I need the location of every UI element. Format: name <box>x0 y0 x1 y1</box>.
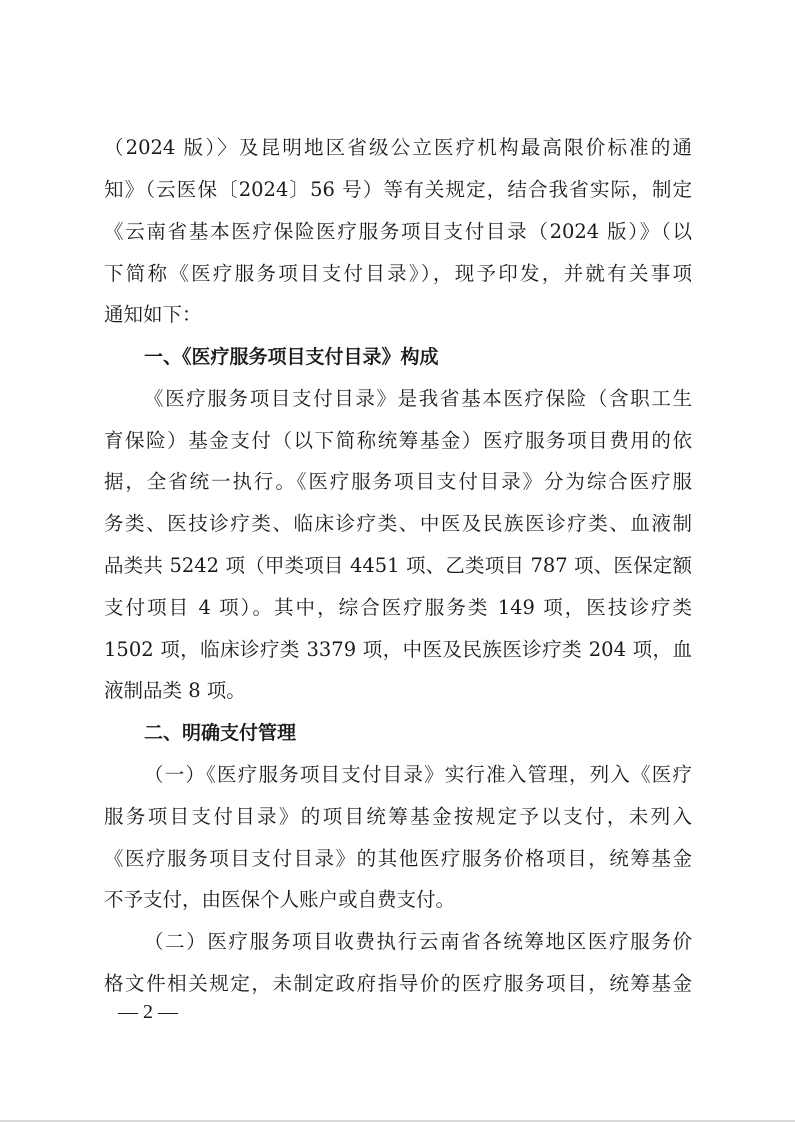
section-heading-payment: 二、明确支付管理 <box>144 722 297 744</box>
body-line: 务类、医技诊疗类、临床诊疗类、中医及民族医诊疗类、血液制 <box>104 512 692 535</box>
body-line: 《医疗服务项目支付目录》的其他医疗服务价格项目，统筹基金 <box>104 847 692 870</box>
body-line: （2024 版）〉及昆明地区省级公立医疗机构最高限价标准的通 <box>104 136 692 159</box>
body-line: 据，全省统一执行。《医疗服务项目支付目录》分为综合医疗服 <box>104 470 692 493</box>
body-line: （二）医疗服务项目收费执行云南省各统筹地区医疗服务价 <box>144 930 692 953</box>
body-line: 格文件相关规定，未制定政府指导价的医疗服务项目，统筹基金 <box>104 972 692 995</box>
section-heading-composition: 一、《医疗服务项目支付目录》构成 <box>144 346 439 368</box>
body-line: 支付项目 4 项）。其中，综合医疗服务类 149 项，医技诊疗类 <box>104 596 692 619</box>
body-line: 服务项目支付目录》的项目统筹基金按规定予以支付，未列入 <box>104 805 692 828</box>
body-line: 知》（云医保〔2024〕56 号）等有关规定，结合我省实际，制定 <box>104 178 692 201</box>
body-line: 1502 项，临床诊疗类 3379 项，中医及民族医诊疗类 204 项，血 <box>104 638 692 661</box>
body-line: 《医疗服务项目支付目录》是我省基本医疗保险（含职工生 <box>144 387 692 410</box>
body-line: 下简称《医疗服务项目支付目录》），现予印发，并就有关事项 <box>104 262 692 285</box>
body-line: 品类共 5242 项（甲类项目 4451 项、乙类项目 787 项、医保定额 <box>104 554 692 577</box>
page-number: — 2 — <box>118 1001 178 1023</box>
body-line: 不予支付，由医保个人账户或自费支付。 <box>104 888 456 911</box>
body-line: （一）《医疗服务项目支付目录》实行准入管理，列入《医疗 <box>144 763 692 786</box>
body-line: 通知如下： <box>104 303 202 326</box>
body-line: 液制品类 8 项。 <box>104 679 246 702</box>
body-line: 育保险）基金支付（以下简称统筹基金）医疗服务项目费用的依 <box>104 429 692 452</box>
body-line: 《云南省基本医疗保险医疗服务项目支付目录（2024 版）》（以 <box>104 220 692 243</box>
